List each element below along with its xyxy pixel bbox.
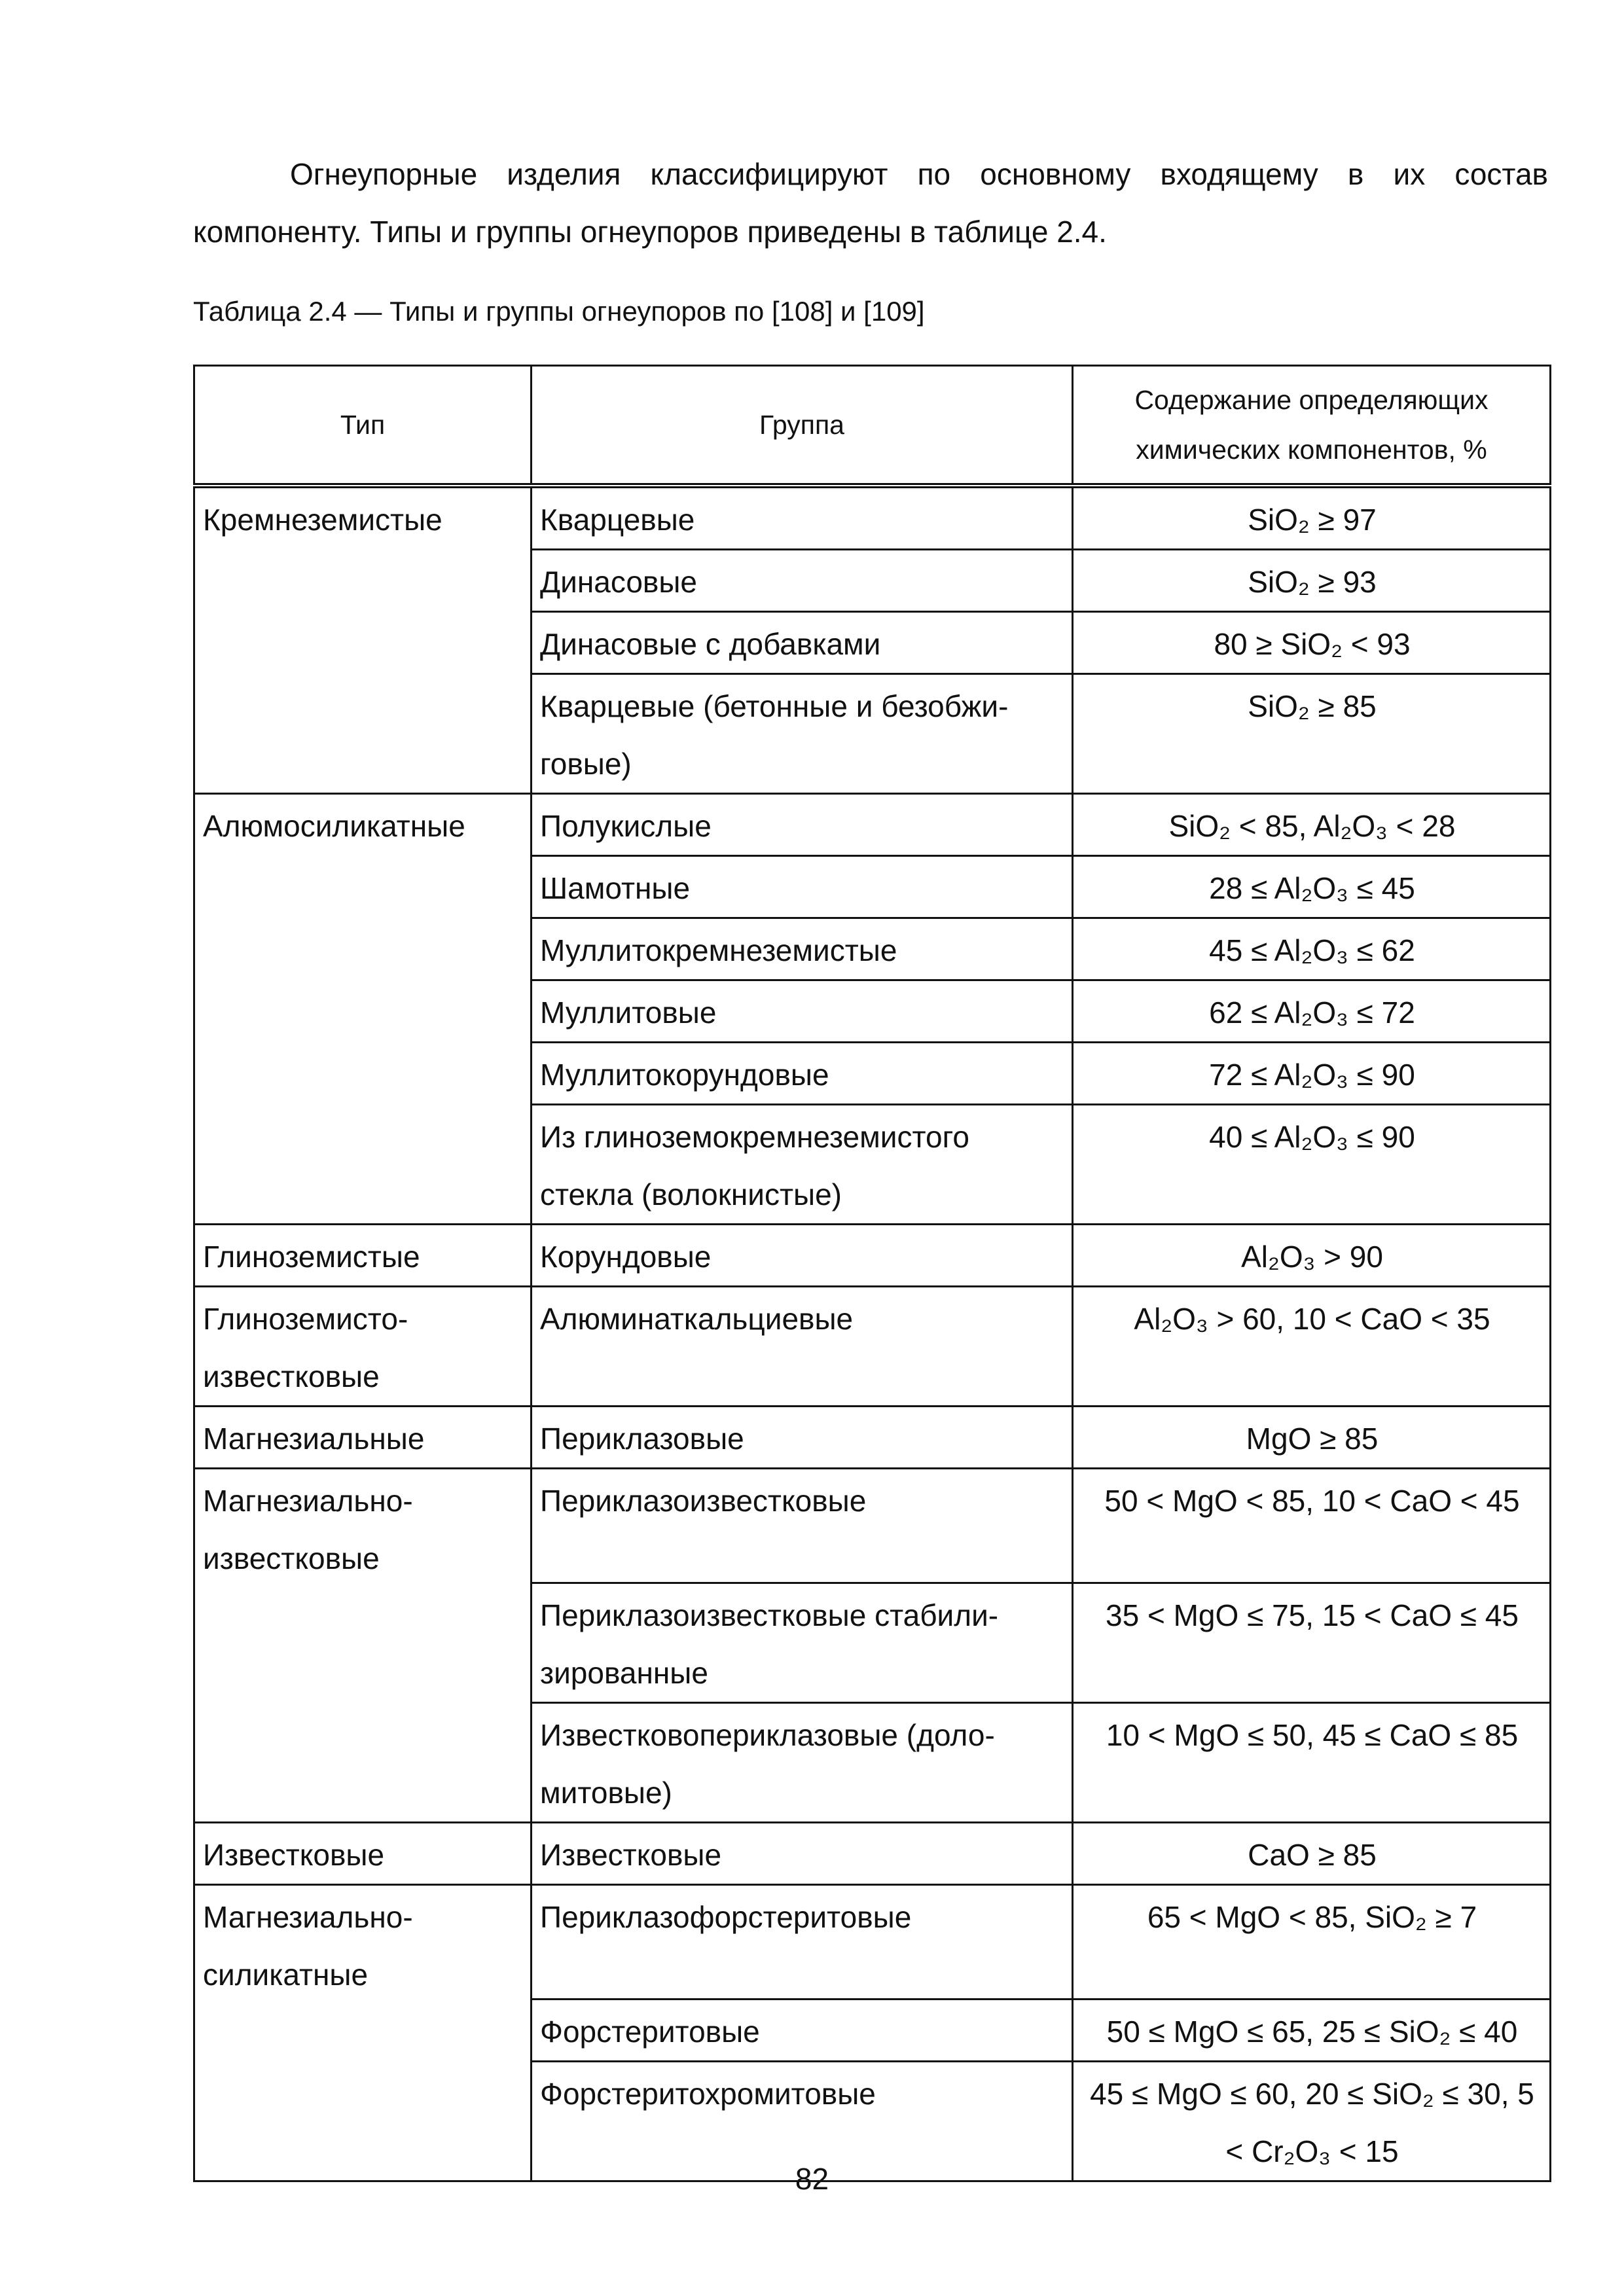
header-type: Тип bbox=[194, 366, 532, 486]
group-cell: Из глиноземокремнеземистого стекла (волокнистые) bbox=[532, 1105, 1073, 1225]
table-row bbox=[194, 486, 1551, 550]
table-row bbox=[194, 794, 1551, 856]
group-cell: Муллитокремнеземистые bbox=[532, 918, 1073, 980]
content-cell: 28 ≤ Al₂O₃ ≤ 45 bbox=[1073, 856, 1551, 918]
group-cell: Форстеритовые bbox=[532, 2000, 1073, 2062]
content-cell: 45 ≤ Al₂O₃ ≤ 62 bbox=[1073, 918, 1551, 980]
content-cell: 50 ≤ MgO ≤ 65, 25 ≤ SiO₂ ≤ 40 bbox=[1073, 2000, 1551, 2062]
table-row bbox=[194, 1823, 1551, 1885]
group-cell: Периклазоизвестковые bbox=[532, 1469, 1073, 1583]
group-cell: Периклазоизвестковые стабили-зированные bbox=[532, 1583, 1073, 1703]
intro-paragraph bbox=[193, 145, 1548, 260]
group-cell: Муллитовые bbox=[532, 980, 1073, 1043]
content-cell: 72 ≤ Al₂O₃ ≤ 90 bbox=[1073, 1043, 1551, 1105]
group-cell: Шамотные bbox=[532, 856, 1073, 918]
type-cell: Кремнеземистые bbox=[194, 486, 532, 794]
header-group: Группа bbox=[532, 366, 1073, 486]
content-cell: 10 < MgO ≤ 50, 45 ≤ CaO ≤ 85 bbox=[1073, 1703, 1551, 1823]
group-cell: Известковопериклазовые (доло-митовые) bbox=[532, 1703, 1073, 1823]
refractory-types-table bbox=[193, 365, 1551, 2182]
content-cell: SiO₂ ≥ 97 bbox=[1073, 486, 1551, 550]
type-cell: Алюмосиликатные bbox=[194, 794, 532, 1225]
table-row bbox=[194, 1407, 1551, 1469]
group-cell: Алюминаткальциевые bbox=[532, 1287, 1073, 1407]
group-cell: Динасовые bbox=[532, 550, 1073, 612]
content-cell: 80 ≥ SiO₂ < 93 bbox=[1073, 612, 1551, 674]
content-cell: 45 ≤ MgO ≤ 60, 20 ≤ SiO₂ ≤ 30, 5 < Cr₂O₃ < 15 bbox=[1073, 2062, 1551, 2181]
content-cell: CaO ≥ 85 bbox=[1073, 1823, 1551, 1885]
table-caption: Таблица 2.4 — Типы и группы огнеупоров по [108] и [109] bbox=[193, 296, 925, 327]
content-cell: Al₂O₃ > 60, 10 < CaO < 35 bbox=[1073, 1287, 1551, 1407]
group-cell: Периклазовые bbox=[532, 1407, 1073, 1469]
type-cell: Магнезиальные bbox=[194, 1407, 532, 1469]
content-cell: SiO₂ ≥ 85 bbox=[1073, 674, 1551, 794]
type-cell: Магнезиально-известковые bbox=[194, 1469, 532, 1823]
table-row bbox=[194, 1287, 1551, 1407]
group-cell: Полукислые bbox=[532, 794, 1073, 856]
group-cell: Кварцевые bbox=[532, 486, 1073, 550]
header-content: Содержание определяющих химических компонентов, % bbox=[1073, 366, 1551, 486]
group-cell: Динасовые с добавками bbox=[532, 612, 1073, 674]
content-cell: 50 < MgO < 85, 10 < CaO < 45 bbox=[1073, 1469, 1551, 1583]
group-cell: Корундовые bbox=[532, 1225, 1073, 1287]
content-cell: 62 ≤ Al₂O₃ ≤ 72 bbox=[1073, 980, 1551, 1043]
table-row bbox=[194, 1225, 1551, 1287]
page-number: 82 bbox=[795, 2162, 829, 2196]
table-row bbox=[194, 1469, 1551, 1583]
content-cell: SiO₂ < 85, Al₂O₃ < 28 bbox=[1073, 794, 1551, 856]
content-cell: 35 < MgO ≤ 75, 15 < CaO ≤ 45 bbox=[1073, 1583, 1551, 1703]
group-cell: Муллитокорундовые bbox=[532, 1043, 1073, 1105]
type-cell: Глиноземисто-известковые bbox=[194, 1287, 532, 1407]
content-cell: Al₂O₃ > 90 bbox=[1073, 1225, 1551, 1287]
group-cell: Периклазофорстеритовые bbox=[532, 1885, 1073, 2000]
type-cell: Известковые bbox=[194, 1823, 532, 1885]
content-cell: MgO ≥ 85 bbox=[1073, 1407, 1551, 1469]
intro-line-2: компоненту. Типы и группы огнеупоров приведены в таблице 2.4. bbox=[193, 215, 1107, 249]
group-cell: Кварцевые (бетонные и безобжи-говые) bbox=[532, 674, 1073, 794]
content-cell: SiO₂ ≥ 93 bbox=[1073, 550, 1551, 612]
content-cell: 40 ≤ Al₂O₃ ≤ 90 bbox=[1073, 1105, 1551, 1225]
intro-line-1: Огнеупорные изделия классифицируют по основному входящему в их состав bbox=[290, 157, 1548, 191]
type-cell: Глиноземистые bbox=[194, 1225, 532, 1287]
group-cell: Форстеритохромитовые bbox=[532, 2062, 1073, 2181]
group-cell: Известковые bbox=[532, 1823, 1073, 1885]
content-cell: 65 < MgO < 85, SiO₂ ≥ 7 bbox=[1073, 1885, 1551, 2000]
type-cell: Магнезиально-силикатные bbox=[194, 1885, 532, 2181]
table-header-row bbox=[194, 366, 1551, 486]
table-row bbox=[194, 1885, 1551, 2000]
